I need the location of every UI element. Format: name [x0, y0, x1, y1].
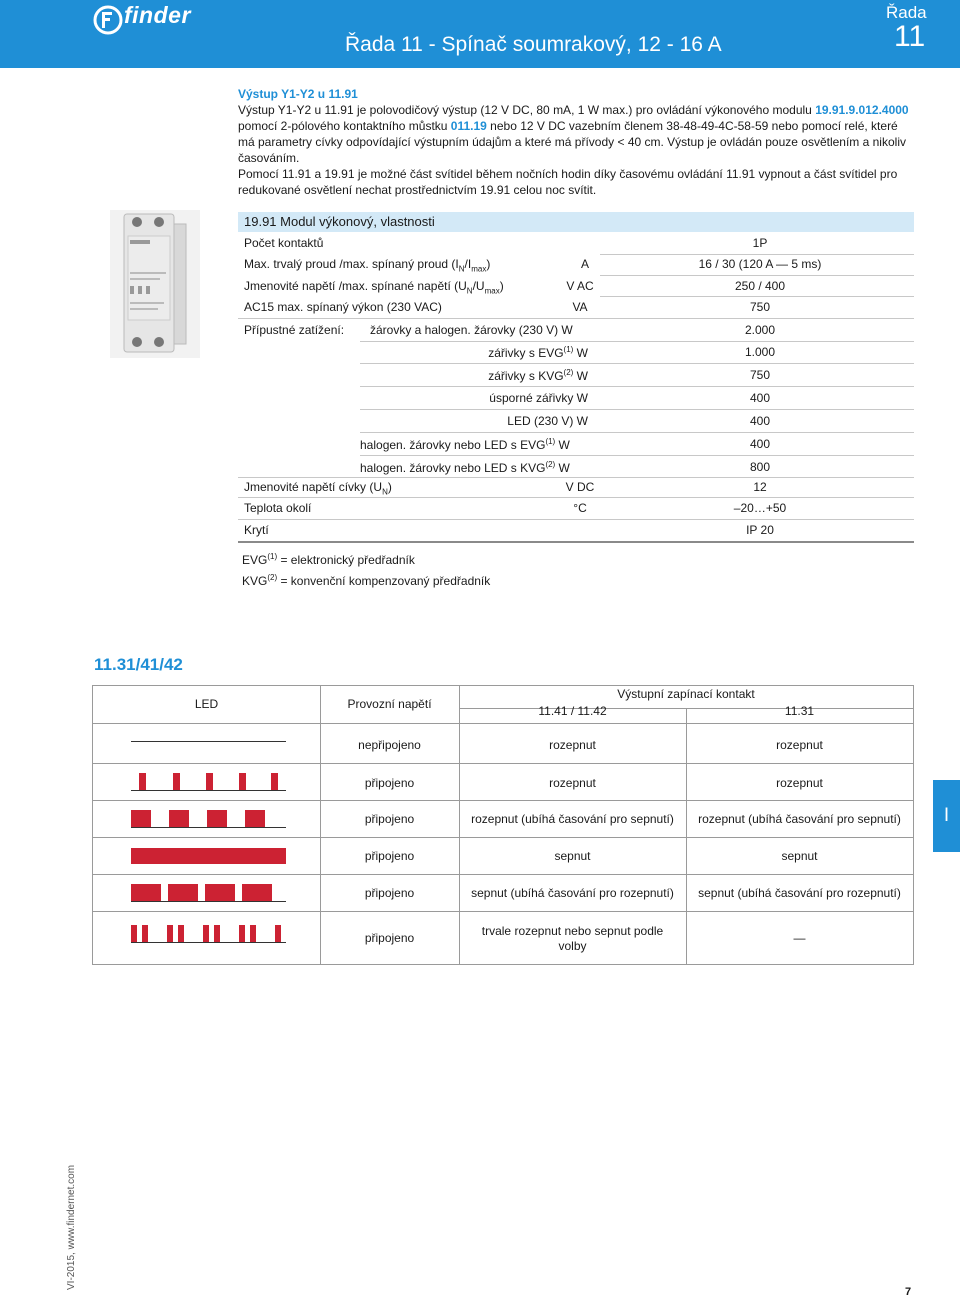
- voltage-value: 250 / 400: [734, 279, 786, 293]
- intro-heading: Výstup Y1-Y2 u 11.91: [238, 87, 358, 101]
- row-voltage: připojeno: [364, 931, 415, 945]
- load-item-value: 400: [749, 414, 771, 428]
- footnotes: [242, 548, 490, 590]
- power-unit: VA: [572, 300, 588, 314]
- section-side-tab: I: [933, 780, 960, 852]
- led-pulse: [205, 884, 235, 901]
- temp-unit: °C: [573, 501, 587, 515]
- contacts-label: Počet kontaktů: [244, 236, 324, 250]
- row-divider: [93, 723, 913, 724]
- row-divider: [360, 409, 914, 410]
- contacts-value: 1P: [752, 236, 768, 250]
- led-pulse: [168, 884, 198, 901]
- load-item-value: 400: [749, 437, 771, 451]
- load-item-value: 750: [749, 368, 771, 382]
- led-baseline: [131, 942, 286, 943]
- coil-value: 12: [753, 480, 767, 494]
- load-item-value: 400: [749, 391, 771, 405]
- row-divider: [93, 763, 913, 764]
- row-col-a: rozepnut: [549, 738, 596, 752]
- row-divider: [238, 477, 914, 478]
- row-divider: [600, 275, 914, 276]
- row-col-a: trvale rozepnut nebo sepnut podle volby: [481, 924, 664, 953]
- spec-table-title: 19.91 Modul výkonový, vlastnosti: [238, 212, 914, 232]
- ip-label: Krytí: [244, 523, 269, 537]
- page-title: Řada 11 - Spínač soumrakový, 12 - 16 A: [345, 33, 722, 56]
- footer-copyright: VI-2015, www.findernet.com: [66, 1164, 77, 1290]
- load-item-label: LED (230 V) W: [507, 414, 588, 428]
- bridge-code: 011.19: [450, 119, 487, 133]
- voltage-label: Jmenovité napětí /max. spínané napětí $(U_N/U_{max})$: [244, 279, 504, 296]
- load-item-label: žárovky a halogen. žárovky (230 V) W: [370, 323, 573, 337]
- row-voltage: nepřipojeno: [358, 738, 421, 752]
- footnote-kvg: $KVG^{(2)}$ = konvenční kompenzovaný předřadník: [242, 573, 491, 588]
- led-pulse: [131, 810, 151, 827]
- header-led: LED: [194, 697, 219, 711]
- footnote-evg: $EVG^{(1)}$ = elektronický předřadník: [242, 552, 415, 567]
- led-pulse: [203, 925, 209, 942]
- row-divider: [238, 497, 914, 498]
- led-pulse: [271, 773, 278, 790]
- led-status-table: [92, 685, 914, 965]
- temp-label: Teplota okolí: [244, 501, 312, 515]
- row-col-b: —: [793, 931, 806, 945]
- led-pulse: [173, 773, 180, 790]
- led-baseline: [131, 790, 286, 791]
- load-item-label: zářivky s KVG$^{(2)}$ W: [488, 368, 588, 383]
- header-output: Výstupní zapínací kontakt: [617, 687, 755, 701]
- row-divider: [600, 254, 914, 255]
- row-divider: [93, 911, 913, 912]
- temp-value: –20…+50: [733, 501, 787, 515]
- power-label: AC15 max. spínaný výkon (230 VAC): [244, 300, 442, 314]
- led-pulse: [142, 925, 148, 942]
- row-divider: [360, 341, 914, 342]
- led-pulse: [167, 925, 173, 942]
- led-pulse: [178, 925, 184, 942]
- page-number: 7: [905, 1286, 912, 1298]
- coil-label: Jmenovité napětí cívky $(U_N)$: [244, 480, 392, 497]
- load-item-label: úsporné zářivky W: [489, 391, 588, 405]
- header-voltage: Provozní napětí: [347, 697, 432, 711]
- led-pulse: [131, 884, 161, 901]
- intro-paragraph-2: Pomocí 11.91 a 19.91 je možné část svítidel během nočních hodin díky časovému ovládání 11.91 vypnout a část svítidel pro redukované osvětlení nechat prostřednictvím 19.91 celou noc svítit.: [238, 167, 898, 197]
- load-item-label: halogen. žárovky nebo LED s KVG$^{(2)}$ W: [360, 460, 570, 475]
- load-item-label: halogen. žárovky nebo LED s EVG$^{(1)}$ W: [360, 437, 570, 452]
- led-off-baseline: [131, 741, 286, 742]
- led-pulse: [239, 773, 246, 790]
- load-item-value: 800: [749, 460, 771, 474]
- row-col-a: sepnut: [554, 849, 591, 863]
- series-number: 11: [894, 20, 926, 53]
- row-voltage: připojeno: [364, 776, 415, 790]
- load-item-value: 1.000: [744, 345, 776, 359]
- led-baseline: [131, 901, 286, 902]
- row-col-b: rozepnut: [776, 776, 823, 790]
- coil-unit: V DC: [565, 480, 595, 494]
- row-col-b: sepnut (ubíhá časování pro rozepnutí): [698, 886, 901, 900]
- led-pulse: [242, 884, 272, 901]
- current-value: 16 / 30 (120 A — 5 ms): [698, 257, 822, 271]
- power-module-image: [110, 210, 200, 358]
- row-divider: [360, 455, 914, 456]
- led-pulse: [245, 810, 265, 827]
- row-voltage: připojeno: [364, 886, 415, 900]
- row-col-a: rozepnut: [549, 776, 596, 790]
- row-divider: [93, 874, 913, 875]
- row-col-b: rozepnut (ubíhá časování pro sepnutí): [698, 812, 901, 826]
- current-label: Max. trvalý proud /max. spínaný proud $(I_N/I_{max})$: [244, 257, 491, 274]
- led-pulse: [250, 925, 256, 942]
- row-voltage: připojeno: [364, 849, 415, 863]
- led-pulse: [139, 773, 146, 790]
- row-divider: [360, 363, 914, 364]
- section-title: 11.31/41/42: [94, 655, 183, 674]
- row-divider: [93, 837, 913, 838]
- power-value: 750: [749, 300, 771, 314]
- intro-text: [238, 86, 914, 198]
- load-item-label: zářivky s EVG$^{(1)}$ W: [488, 345, 588, 360]
- led-pulse: [206, 773, 213, 790]
- load-label: Přípustné zatížení:: [244, 323, 345, 337]
- row-divider: [238, 318, 914, 319]
- led-pulse: [169, 810, 189, 827]
- header-col-b: 11.31: [784, 704, 815, 718]
- row-voltage: připojeno: [364, 812, 415, 826]
- row-col-a: rozepnut (ubíhá časování pro sepnutí): [471, 812, 674, 826]
- led-baseline: [131, 827, 286, 828]
- row-divider: [360, 386, 914, 387]
- row-col-a: sepnut (ubíhá časování pro rozepnutí): [471, 886, 674, 900]
- ip-value: IP 20: [746, 523, 774, 537]
- led-pulse: [214, 925, 220, 942]
- led-pulse: [131, 925, 137, 942]
- table-bottom-rule: [238, 541, 914, 543]
- module-code: 19.91.9.012.4000: [815, 103, 909, 117]
- current-unit: A: [580, 257, 589, 271]
- led-pulse: [275, 925, 281, 942]
- series-label: Řada: [886, 3, 927, 22]
- brand-name: finder: [124, 2, 191, 28]
- header-col-a: 11.41 / 11.42: [538, 704, 607, 718]
- row-divider: [238, 519, 914, 520]
- row-divider: [93, 800, 913, 801]
- led-pulse: [239, 925, 245, 942]
- row-col-b: sepnut: [781, 849, 818, 863]
- led-pulse: [207, 810, 227, 827]
- row-divider: [360, 432, 914, 433]
- intro-paragraph-1: Výstup Y1-Y2 u 11.91 je polovodičový výstup (12 V DC, 80 mA, 1 W max.) pro ovládání výkonového modulu 19.91.9.012.4000 pomocí 2-pólového kontaktního můstku 011.19 nebo 12 V DC vazebním členem 38-48-49-4C-58-59 nebo pomocí relé, které má parametry cívky odpovídající výstupním údajům a které má přívody < 40 cm. Výstup je ovládán pouze osvětlením a nikoliv časováním.: [238, 103, 909, 165]
- voltage-unit: V AC: [566, 279, 594, 293]
- load-item-value: 2.000: [744, 323, 776, 337]
- led-steady-on: [131, 848, 286, 864]
- row-col-b: rozepnut: [776, 738, 823, 752]
- row-divider: [600, 296, 914, 297]
